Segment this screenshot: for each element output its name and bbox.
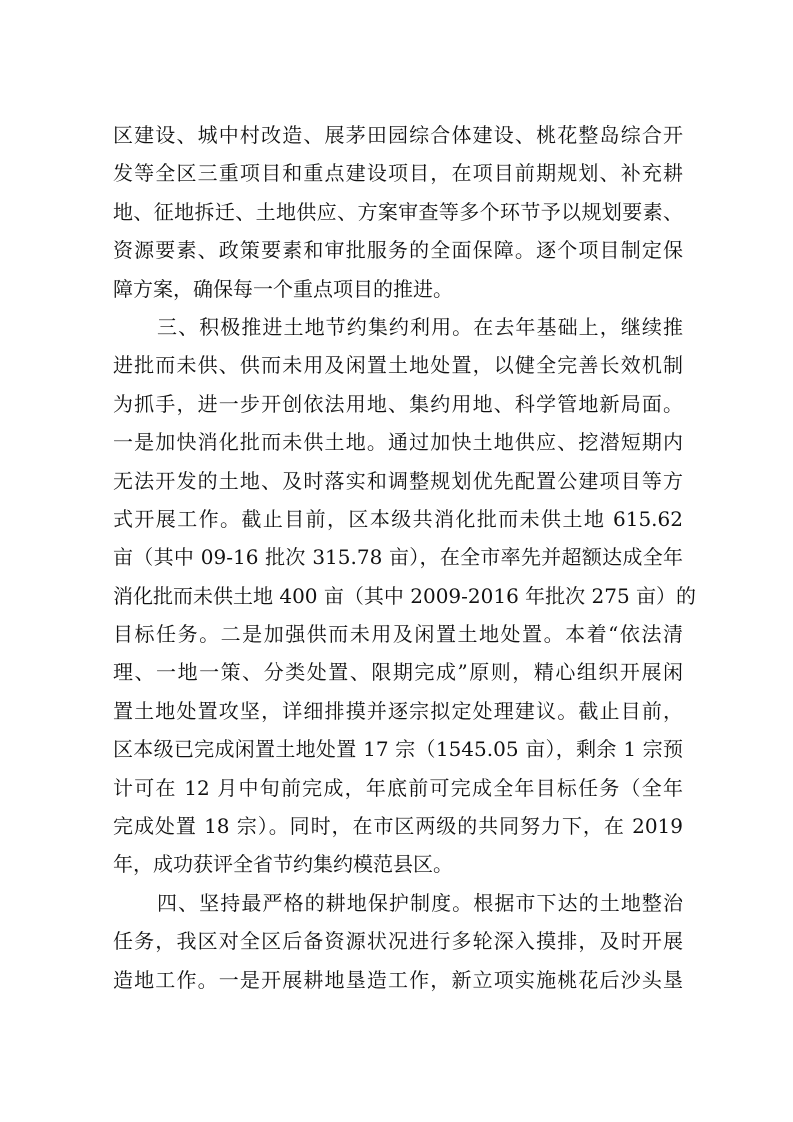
text-line: 为抓手，进一步开创依法用地、集约用地、科学管地新局面。 [113,391,683,416]
text-line: 地、征地拆迁、土地供应、方案审查等多个环节予以规划要素、 [113,199,683,224]
text-line: 理、一地一策、分类处置、限期完成”原则，精心组织开展闲 [113,660,683,685]
text-line: 计可在 12 月中旬前完成，年底前可完成全年目标任务（全年 [113,775,683,800]
text-line: 无法开发的土地、及时落实和调整规划优先配置公建项目等方 [113,468,683,493]
text-line: 年，成功获评全省节约集约模范县区。 [113,852,453,877]
text-line: 四、坚持最严格的耕地保护制度。根据市下达的土地整治 [157,890,683,915]
text-line: 资源要素、政策要素和审批服务的全面保障。逐个项目制定保 [113,238,683,263]
text-line: 进批而未供、供而未用及闲置土地处置，以健全完善长效机制 [113,353,683,378]
document-body [113,116,697,999]
text-line: 目标任务。二是加强供而未用及闲置土地处置。本着“依法清 [113,622,683,647]
text-line: 障方案，确保每一个重点项目的推进。 [113,276,453,301]
text-line: 一是加快消化批而未供土地。通过加快土地供应、挖潜短期内 [113,430,683,455]
text-line: 亩（其中 09-16 批次 315.78 亩），在全市率先并超额达成全年 [113,545,683,570]
text-line: 消化批而未供土地 400 亩（其中 2009-2016 年批次 275 亩）的 [113,583,697,608]
text-line: 置土地处置攻坚，详细排摸并逐宗拟定处理建议。截止目前， [113,698,683,723]
text-line: 区本级已完成闲置土地处置 17 宗（1545.05 亩），剩余 1 宗预 [113,737,683,762]
text-line: 造地工作。一是开展耕地垦造工作，新立项实施桃花后沙头垦 [113,967,683,992]
text-line: 完成处置 18 宗）。同时，在市区两级的共同努力下，在 2019 [113,814,683,839]
text-line: 三、积极推进土地节约集约利用。在去年基础上，继续推 [157,314,683,339]
text-line: 区建设、城中村改造、展茅田园综合体建设、桃花整岛综合开 [113,123,683,147]
text-line: 式开展工作。截止目前，区本级共消化批而未供土地 615.62 [113,506,683,531]
text-line: 发等全区三重项目和重点建设项目，在项目前期规划、补充耕 [113,161,683,186]
text-line: 任务，我区对全区后备资源状况进行多轮深入摸排，及时开展 [113,929,683,954]
